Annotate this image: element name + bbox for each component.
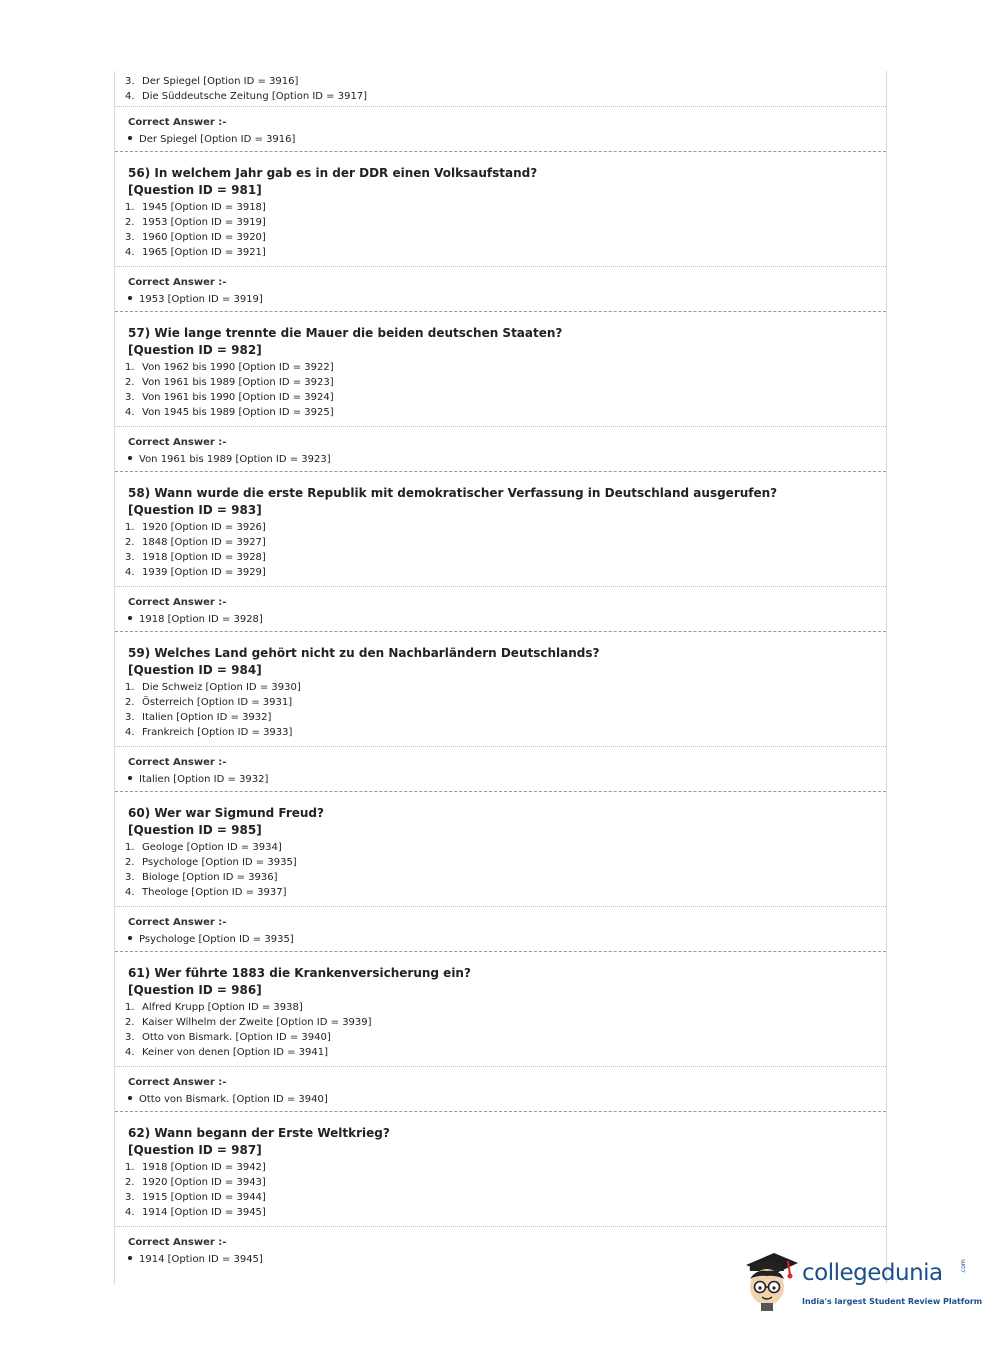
option-number: 2. [125, 1177, 135, 1188]
bullet-icon [128, 936, 132, 940]
question-id: [Question ID = 985] [128, 823, 262, 837]
option-item [125, 855, 886, 870]
option-text: Die Schweiz [Option ID = 3930] [142, 682, 301, 693]
question-title: 62) Wann begann der Erste Weltkrieg? [128, 1126, 390, 1140]
option-text: Von 1961 bis 1989 [Option ID = 3923] [142, 377, 334, 388]
question-id: [Question ID = 983] [128, 503, 262, 517]
top-options [115, 71, 886, 106]
option-number: 1. [125, 842, 135, 853]
option-text: Otto von Bismark. [Option ID = 3940] [142, 1032, 331, 1043]
option-text: Frankreich [Option ID = 3933] [142, 727, 293, 738]
option-item [125, 375, 886, 390]
correct-answer-value: Von 1961 bis 1989 [Option ID = 3923] [128, 450, 886, 467]
bullet-icon [128, 296, 132, 300]
option-text: Von 1945 bis 1989 [Option ID = 3925] [142, 407, 334, 418]
option-number: 4. [125, 727, 135, 738]
option-text: Biologe [Option ID = 3936] [142, 872, 278, 883]
option-text: 1939 [Option ID = 3929] [142, 567, 266, 578]
question-block [115, 792, 886, 906]
mascot-icon [742, 1249, 800, 1311]
correct-answer-label: Correct Answer :- [128, 597, 227, 608]
option-item [125, 245, 886, 260]
option-list [115, 679, 886, 746]
question-title: 61) Wer führte 1883 die Krankenversicherung ein? [128, 966, 471, 980]
option-item [125, 405, 886, 420]
option-text: Von 1962 bis 1990 [Option ID = 3922] [142, 362, 334, 373]
option-number: 2. [125, 217, 135, 228]
option-item [125, 230, 886, 245]
option-item [125, 550, 886, 565]
question-block [115, 152, 886, 266]
option-text: Österreich [Option ID = 3931] [142, 697, 293, 708]
option-item [125, 390, 886, 405]
question-id: [Question ID = 981] [128, 183, 262, 197]
option-number: 3. [125, 872, 135, 883]
bullet-icon [128, 456, 132, 460]
option-number: 3. [125, 232, 135, 243]
option-number: 4. [125, 247, 135, 258]
option-number: 4. [125, 1207, 135, 1218]
question-title: 56) In welchem Jahr gab es in der DDR einen Volksaufstand? [128, 166, 538, 180]
option-number: 3. [125, 712, 135, 723]
correct-answer-value: 1914 [Option ID = 3945] [128, 1250, 886, 1267]
correct-answer-label: Correct Answer :- [128, 1077, 227, 1088]
option-item [125, 1045, 886, 1060]
option-text: Alfred Krupp [Option ID = 3938] [142, 1002, 303, 1013]
option-number: 3. [125, 392, 135, 403]
bullet-icon [128, 776, 132, 780]
option-text: 1960 [Option ID = 3920] [142, 232, 266, 243]
option-item [125, 1030, 886, 1045]
option-number: 2. [125, 1017, 135, 1028]
option-number: 1. [125, 682, 135, 693]
option-number: 1. [125, 522, 135, 533]
bullet-icon [128, 616, 132, 620]
option-item [125, 535, 886, 550]
option-number: 4. [125, 407, 135, 418]
option-number: 3. [125, 1192, 135, 1203]
option-item [125, 870, 886, 885]
correct-answer-value: 1953 [Option ID = 3919] [128, 290, 886, 307]
option-number: 2. [125, 537, 135, 548]
option-text: 1914 [Option ID = 3945] [142, 1207, 266, 1218]
bullet-icon [128, 136, 132, 140]
option-number: 3. [125, 1032, 135, 1043]
correct-answer-block [115, 1067, 886, 1111]
correct-answer-label: Correct Answer :- [128, 1237, 227, 1248]
option-number: 2. [125, 697, 135, 708]
correct-answer-block [115, 427, 886, 471]
option-number: 1. [125, 1002, 135, 1013]
option-text: 1918 [Option ID = 3942] [142, 1162, 266, 1173]
option-number: 3. [125, 552, 135, 563]
option-item [125, 1160, 886, 1175]
option-number: 2. [125, 377, 135, 388]
option-text: 1965 [Option ID = 3921] [142, 247, 266, 258]
correct-answer-label: Correct Answer :- [128, 917, 227, 928]
option-text: 1953 [Option ID = 3919] [142, 217, 266, 228]
option-number: 1. [125, 202, 135, 213]
option-list [115, 359, 886, 426]
option-item [125, 725, 886, 740]
correct-answer-value: Otto von Bismark. [Option ID = 3940] [128, 1090, 886, 1107]
option-item [125, 1015, 886, 1030]
option-list [115, 519, 886, 586]
option-list [115, 1159, 886, 1226]
correct-answer-block [115, 267, 886, 311]
option-item [125, 200, 886, 215]
option-text: Theologe [Option ID = 3937] [142, 887, 287, 898]
question-title: 57) Wie lange trennte die Mauer die beiden deutschen Staaten? [128, 326, 563, 340]
correct-answer-block [115, 107, 886, 151]
question-id: [Question ID = 987] [128, 1143, 262, 1157]
option-item [125, 1000, 886, 1015]
option-item [125, 710, 886, 725]
correct-answer-block [115, 907, 886, 951]
correct-answer-value: Der Spiegel [Option ID = 3916] [128, 130, 886, 147]
option-text: Kaiser Wilhelm der Zweite [Option ID = 3939] [142, 1017, 372, 1028]
option-text: 1920 [Option ID = 3926] [142, 522, 266, 533]
correct-answer-value: Psychologe [Option ID = 3935] [128, 930, 886, 947]
option-list [115, 199, 886, 266]
option-item [125, 1190, 886, 1205]
option-text: Psychologe [Option ID = 3935] [142, 857, 297, 868]
option-number: 1. [125, 362, 135, 373]
collegedunia-logo [742, 1249, 983, 1319]
correct-answer-block [115, 587, 886, 631]
question-sheet [114, 71, 887, 1284]
bullet-icon [128, 1256, 132, 1260]
logo-wordmark: collegedunia [802, 1260, 943, 1286]
option-text: 1918 [Option ID = 3928] [142, 552, 266, 563]
correct-answer-label: Correct Answer :- [128, 277, 227, 288]
option-item: 3. Der Spiegel [Option ID = 3916] [125, 76, 299, 87]
question-title: 59) Welches Land gehört nicht zu den Nachbarländern Deutschlands? [128, 646, 600, 660]
logo-suffix: .com [960, 1259, 967, 1274]
option-text: 1915 [Option ID = 3944] [142, 1192, 266, 1203]
option-text: 1920 [Option ID = 3943] [142, 1177, 266, 1188]
correct-answer-value: 1918 [Option ID = 3928] [128, 610, 886, 627]
option-item [125, 565, 886, 580]
question-title: 58) Wann wurde die erste Republik mit demokratischer Verfassung in Deutschland ausgerufen? [128, 486, 778, 500]
option-item [125, 360, 886, 375]
option-number: 4. [125, 887, 135, 898]
option-item [125, 1205, 886, 1220]
option-item [125, 840, 886, 855]
option-item: 4. Die Süddeutsche Zeitung [Option ID = 3917] [125, 91, 368, 102]
option-list [115, 839, 886, 906]
question-block [115, 1112, 886, 1226]
correct-answer-block [115, 747, 886, 791]
option-list [115, 999, 886, 1066]
logo-tagline: India's largest Student Review Platform [802, 1297, 983, 1306]
option-text: Italien [Option ID = 3932] [142, 712, 272, 723]
correct-answer-value: Italien [Option ID = 3932] [128, 770, 886, 787]
question-id: [Question ID = 982] [128, 343, 262, 357]
question-block [115, 632, 886, 746]
correct-answer-label: Correct Answer :- [128, 757, 227, 768]
option-number: 4. [125, 567, 135, 578]
option-item [125, 680, 886, 695]
correct-answer-label: Correct Answer :- [128, 117, 227, 128]
question-list [115, 152, 886, 1271]
option-item [125, 885, 886, 900]
option-text: 1945 [Option ID = 3918] [142, 202, 266, 213]
bullet-icon [128, 1096, 132, 1100]
option-number: 1. [125, 1162, 135, 1173]
correct-answer-label: Correct Answer :- [128, 437, 227, 448]
question-id: [Question ID = 986] [128, 983, 262, 997]
question-block [115, 312, 886, 426]
option-number: 2. [125, 857, 135, 868]
option-item [125, 215, 886, 230]
question-title: 60) Wer war Sigmund Freud? [128, 806, 324, 820]
option-text: Geologe [Option ID = 3934] [142, 842, 282, 853]
question-id: [Question ID = 984] [128, 663, 262, 677]
option-item [125, 695, 886, 710]
option-item [125, 520, 886, 535]
question-block [115, 952, 886, 1066]
option-text: Keiner von denen [Option ID = 3941] [142, 1047, 329, 1058]
question-block [115, 472, 886, 586]
option-text: 1848 [Option ID = 3927] [142, 537, 266, 548]
option-text: Von 1961 bis 1990 [Option ID = 3924] [142, 392, 334, 403]
option-number: 4. [125, 1047, 135, 1058]
option-item [125, 1175, 886, 1190]
